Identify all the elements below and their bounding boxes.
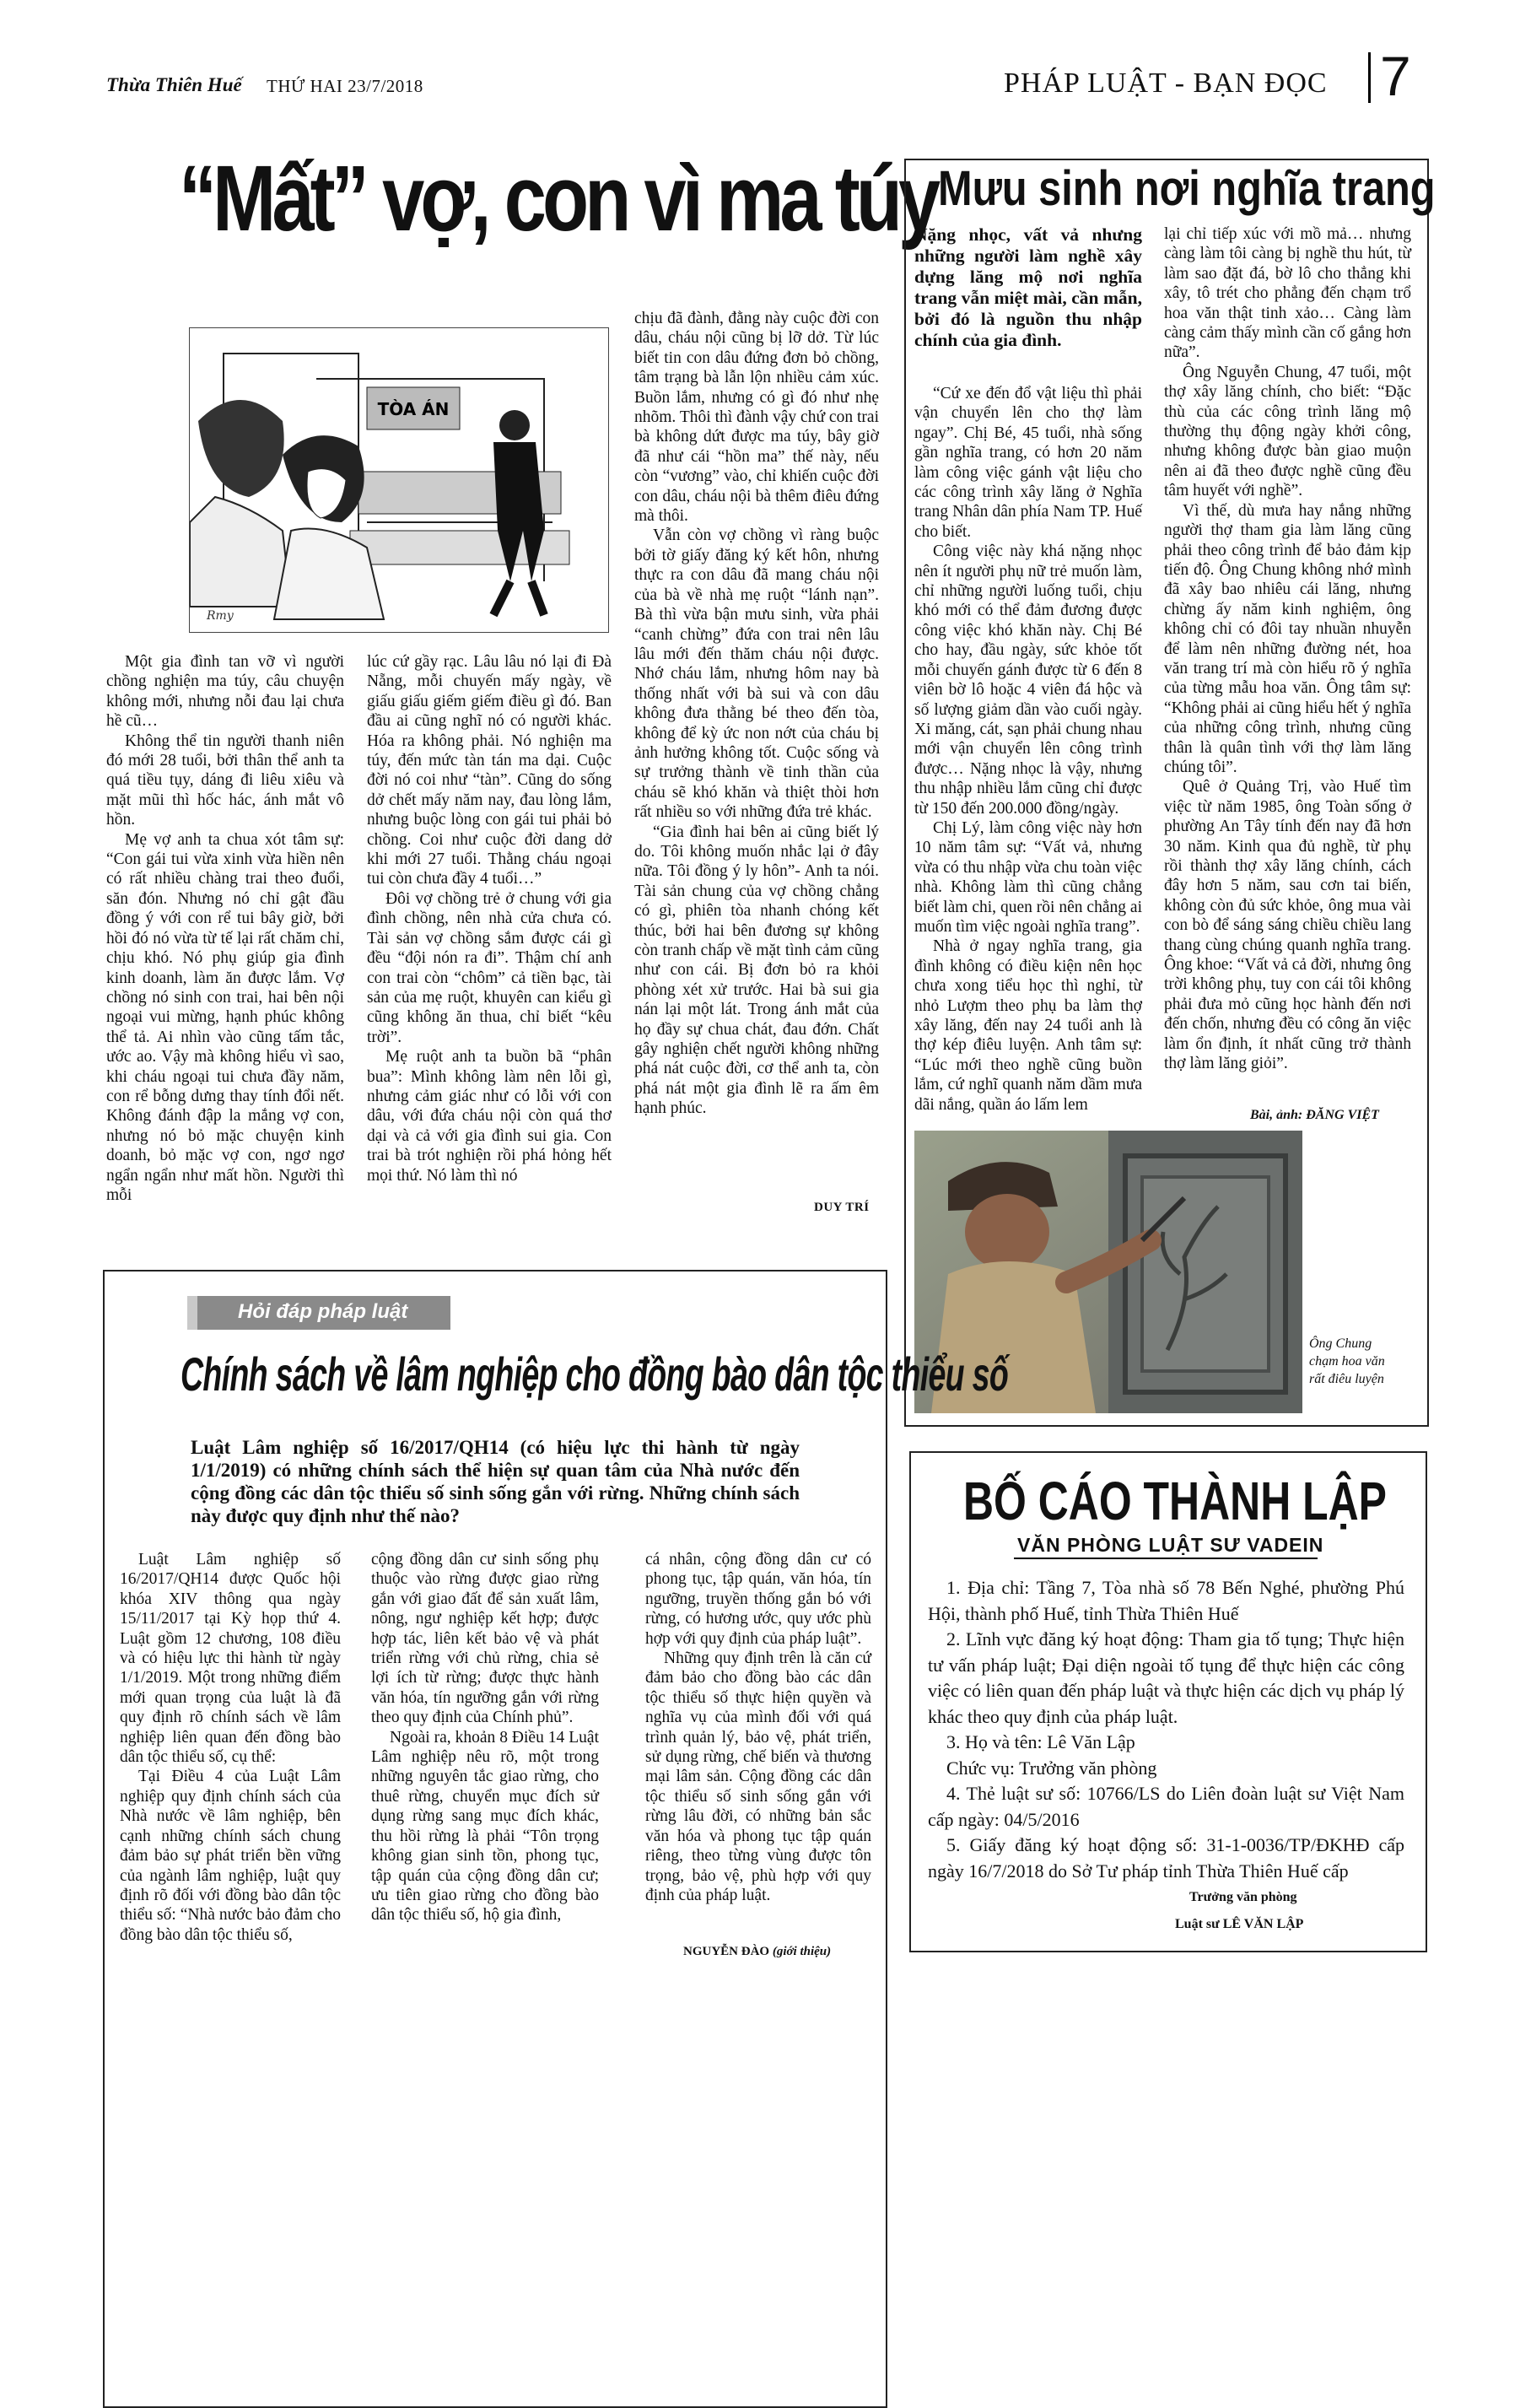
article3-column-3 (645, 1550, 871, 1905)
article3-lead: Luật Lâm nghiệp số 16/2017/QH14 (có hiệu lực thi hành từ ngày 1/1/2019) có những chính sách thể hiện sự quan tâm của Nhà nước đến cộng đồng các dân tộc thiểu số sinh sống gắn với rừng. Những chính sách này được quy định như thế nào? (191, 1437, 800, 1526)
article1-title: “Mất” vợ, con vì ma túy (179, 147, 937, 251)
article3-column-2 (371, 1550, 599, 1925)
paragraph: “Cứ xe đến đổ vật liệu thì phải vận chuyển lên cho thợ làm ngay”. Chị Bé, 45 tuổi, nhà sống gần nghĩa trang, có hơn 20 năm làm công việc gánh vật liệu cho các công trình xây lăng ở Nghĩa trang Nhân dân phía Nam TP. Huế cho biết. (914, 385, 1142, 541)
article2-lead: Nặng nhọc, vất vả nhưng những người làm nghề xây dựng lăng mộ nơi nghĩa trang vẫn miệt mài, cần mẫn, bởi đó là nguồn thu nhập chính của gia đình. (914, 224, 1142, 350)
paragraph: Một gia đình tan vỡ vì người chồng nghiện ma túy, câu chuyện không mới, nhưng nỗi đau lại chưa hề cũ… (106, 653, 344, 731)
notice-body (928, 1575, 1404, 1884)
svg-text:Rmy: Rmy (207, 609, 234, 623)
notice-subtitle-underline (1014, 1558, 1318, 1559)
notice-title: BỐ CÁO THÀNH LẬP (963, 1471, 1387, 1531)
paragraph: Mẹ vợ anh ta chua xót tâm sự: “Con gái tui vừa xinh vừa hiền nên có rất nhiều chàng trai theo đuổi, săn đón. Nhưng nó chỉ gật đầu đồng ý với con rể tui bây giờ, bởi hồi đó nó vừa từ tế lại rất chăm chỉ, chịu khó. Nó phụ giúp gia đình kinh doanh, làm ăn được lắm. Vợ chồng nó sinh con trai, hai bên nội ngoại vui mừng, hạnh phúc không thể tả. Ai nhìn vào cũng tấm tắc, ước ao. Vậy mà không hiểu vì sao, khi cháu ngoại tui chưa đầy năm, con rể bỗng dưng thay tính đổi nết. Không đánh đập la mắng vợ con, nhưng nó bỏ mặc chuyện kinh doanh, bỏ mặc vợ con, ngơ ngơ ngẩn ngẩn như mất hồn. Người thì mỗi (106, 830, 344, 1204)
notice-item: Chức vụ: Trưởng văn phòng (946, 1757, 1157, 1779)
article3-label-text: Hỏi đáp pháp luật (238, 1300, 408, 1323)
article3-byline (683, 1945, 831, 1959)
notice-item: 5. Giấy đăng ký hoạt động số: 31-1-0036/TP/ĐKHĐ cấp ngày 16/7/2018 do Sở Tư pháp tỉnh Thừa Thiên Huế cấp (928, 1834, 1404, 1882)
article2-byline: Bài, ảnh: ĐĂNG VIỆT (1250, 1108, 1379, 1122)
notice-signer-name: Luật sư LÊ VĂN LẬP (1175, 1917, 1304, 1931)
paragraph: chịu đã đành, đằng này cuộc đời con dâu, cháu nội cũng bị lỡ dở. Từ lúc biết tin con dâu đứng đơn bỏ chồng, tâm trạng bà lẫn lộn nhiều cảm xúc. Buồn lắm, nhưng có gì đó như nhẹ nhõm. Thôi thì đành vậy chứ con trai bà không dứt được ma túy, bây giờ đã như cái “hồn ma” thế này, nếu còn “vương” vào, chỉ khiến cuộc đời con dâu, cháu nội bà thêm điêu đứng mà thôi. (634, 310, 879, 526)
article1-byline: DUY TRÍ (814, 1201, 870, 1214)
article1-column-1 (106, 652, 344, 1205)
article2-column-1 (914, 384, 1142, 1115)
paragraph: cá nhân, cộng đồng dân cư có phong tục, tập quán, văn hóa, tín ngưỡng, truyền thống gắn bó với rừng, có hương ước, quy ước phù hợp với quy định của pháp luật”. (645, 1551, 871, 1648)
paragraph: Ông Nguyễn Chung, 47 tuổi, một thợ xây lăng chính, cho biết: “Đặc thù của các công trình lăng mộ thường thụ động ngày khởi công, nhưng không được bàn giao muộn nên ai đã theo được nghề cũng đều tâm huyết với nghề”. (1164, 363, 1411, 500)
paragraph: Mẹ ruột anh ta buồn bã “phân bua”: Mình không làm nên lỗi gì, nhưng cảm giác như có lỗi với con dâu, với đứa cháu nội còn quá thơ dại và cả với gia đình sui gia. Con trai bà trót nghiện rồi phá hỏng hết mọi thứ. Nó làm thì nó (367, 1048, 612, 1185)
article3-author: NGUYỄN ĐÀO (683, 1945, 770, 1958)
paragraph: Vì thế, dù mưa hay nắng những người thợ tham gia làm lăng cũng phải theo công trình để bảo đảm kịp tiến độ. Ông Chung không nhớ mình đã xây bao nhiêu cái lăng, nhưng chừng ấy năm kinh nghiệm, ông không chỉ có đôi tay nhuần nhuyễn để làm nên những đường nét, hoa văn trang trí mà còn hiểu rõ ý nghĩa của từng mẫu hoa văn. Ông tâm sự: “Không phải ai cũng hiểu hết ý nghĩa của những công trình, nhưng cũng thân là quân tình với thợ làm lăng chúng tôi”. (1164, 501, 1411, 776)
paragraph: Chị Lý, làm công việc này hơn 10 năm tâm sự: “Vất vả, nhưng vừa có thu nhập vừa chu toàn việc nhà. Không làm thì cũng chẳng biết làm chi, quen rồi nên chẳng ai muốn tìm việc ngoài nghĩa trang”. (914, 818, 1142, 936)
paragraph: Ngoài ra, khoản 8 Điều 14 Luật Lâm nghiệp nêu rõ, một trong những nguyên tắc giao rừng, cho thuê rừng, chuyển mục đích sử dụng rừng sang mục đích khác, thu hồi rừng là phải “Tôn trọng không gian sinh tồn, phong tục, tập quán của cộng đồng dân cư; ưu tiên giao rừng cho đồng bào dân tộc thiểu số, hộ gia đình, (371, 1728, 599, 1925)
article2-column-2 (1164, 224, 1411, 1073)
paragraph: Nhà ở ngay nghĩa trang, gia đình không có điều kiện nên học chưa xong tiểu học thì nghỉ, từ nhỏ Lượm theo phụ ba làm thợ xây lăng, đến nay 24 tuổi anh là thợ kép điêu luyện. Anh tâm sự: “Lúc mới theo nghề cũng buồn lắm, cứ nghĩ quanh năm dầm mưa dãi nắng, quần áo lấm lem (914, 937, 1142, 1114)
paragraph: Không thể tin người thanh niên đó mới 28 tuổi, bởi thân thể anh ta quá tiều tụy, dáng đi liêu xiêu và mặt mũi thì hốc hác, ánh mắt vô hồn. (106, 732, 344, 829)
article1-column-3 (634, 309, 879, 1119)
article2-title: Mưu sinh nơi nghĩa trang (938, 161, 1436, 216)
page-number: 7 (1380, 45, 1411, 107)
notice-item: 2. Lĩnh vực đăng ký hoạt động: Tham gia tố tụng; Thực hiện tư vấn pháp luật; Đại diện ngoài tố tụng để thực hiện các công việc có liên quan đến pháp luật và thực hiện các dịch vụ pháp lý khác theo quy định của pháp luật. (928, 1628, 1404, 1727)
section-name: PHÁP LUẬT - BẠN ĐỌC (1004, 67, 1328, 99)
article3-author-note: (giới thiệu) (772, 1945, 832, 1958)
paragraph: “Gia đình hai bên ai cũng biết lý do. Tôi không muốn nhắc lại ở đây nữa. Tôi đồng ý ly hôn”- Anh ta nói. Tài sản chung của vợ chồng chẳng có gì, phiên tòa nhanh chóng kết thúc, bởi hai bên đương sự không còn tranh chấp về mặt tình cảm cũng như con cái. Bị đơn bỏ ra khỏi phòng xét xử trước. Hai bà sui gia nán lại một lát. Trong ánh mắt của họ đầy sự chua chát, đau đớn. Chất gây nghiện chết người không những phá nát cuộc đời, cơ thể anh ta, còn phá nát một gia đình lẽ ra ấm êm hạnh phúc. (634, 823, 879, 1118)
paragraph: Công việc này khá nặng nhọc nên ít người phụ nữ trẻ muốn làm, chỉ những người luống tuổi, chịu khó mới có thể đảm đương được công việc khó khăn này. Chị Bé cho hay, đầu ngày, sức khỏe tốt mỗi chuyến gánh được từ 6 đến 8 viên bờ lô hoặc 4 viên đá hộc và số lượng giảm dần vào cuối ngày. Xi măng, cát, sạn phải chung nhau mới vận chuyển lên công trình được… Nặng nhọc là vậy, nhưng thu nhập nhiều lắm cũng chỉ được từ 150 đến 200.000 đồng/ngày. (914, 543, 1142, 818)
notice-item: 1. Địa chỉ: Tầng 7, Tòa nhà số 78 Bến Nghé, phường Phú Hội, thành phố Huế, tỉnh Thừa Thiên Huế (928, 1577, 1404, 1624)
paragraph: lúc cứ gầy rạc. Lâu lâu nó lại đi Đà Nẵng, mỗi chuyến mấy ngày, về giấu giấu giếm giếm điều gì đó. Ban đầu ai cũng nghĩ nó có người khác. Hóa ra không phải. Nó nghiện ma túy, đến mức tàn tán ma dại. Cuộc đời nó coi như “tàn”. Cũng do sống dở chết mấy năm nay, đau lòng lắm, nhưng buộc lòng con gái tui phải bỏ chồng. Coi như cuộc đời dang dở khi mới 27 tuổi. Thằng cháu ngoại tui còn chưa đầy 4 tuổi…” (367, 653, 612, 888)
article1-column-2 (367, 652, 612, 1185)
notice-item: 4. Thẻ luật sư số: 10766/LS do Liên đoàn luật sư Việt Nam cấp ngày: 04/5/2016 (928, 1783, 1404, 1830)
paragraph: Đôi vợ chồng trẻ ở chung với gia đình chồng, nên nhà cửa chưa có. Tài sản vợ chồng sắm được cái gì đều “đội nón ra đi”. Thậm chí anh con trai còn “chôm” cả tiền bạc, tài sản của mẹ ruột, khuyên can kiểu gì cũng không ăn thua, chỉ biết “kêu trời”. (367, 889, 612, 1046)
article2-photo-caption: Ông Chung chạm hoa văn rất điêu luyện (1309, 1336, 1385, 1386)
article1-illustration (189, 327, 609, 633)
article3-column-1 (120, 1550, 341, 1945)
court-sign-text: TÒA ÁN (377, 399, 450, 419)
paragraph: lại chỉ tiếp xúc với mồ mả… nhưng càng làm tôi càng bị nghề thu hút, từ làm sao đặt đá, bờ lô cho thẳng khi xây, tô trét cho phẳng đến chạm trổ hoa văn thật tinh xảo… Càng làm càng cảm thấy mình cần cố gắng hơn nữa”. (1164, 225, 1411, 362)
paragraph: cộng đồng dân cư sinh sống phụ thuộc vào rừng được giao rừng gắn với giao đất để sản xuất lâm, nông, ngư nghiệp kết hợp; được hợp tác, liên kết bảo vệ và phát triển rừng với chủ rừng, chia sẻ lợi ích từ rừng; được thực hành văn hóa, tín ngưỡng gắn với rừng theo quy định của Chính phủ”. (371, 1551, 599, 1727)
issue-date: THỨ HAI 23/7/2018 (267, 76, 423, 96)
paragraph: Những quy định trên là căn cứ đảm bảo cho đồng bào các dân tộc thiểu số thực hiện quyền và nghĩa vụ của mình đối với quá trình quản lý, bảo vệ, phát triển, sử dụng rừng, chế biến và thương mại lâm sản. Cộng đồng các dân tộc thiểu số sinh sống gắn với rừng lâu đời, có những bản sắc văn hóa và phong tục tập quán riêng, theo từng vùng được tôn trọng, bảo vệ, phù hợp với quy định của pháp luật. (645, 1649, 871, 1904)
notice-signer-role: Trưởng văn phòng (1189, 1890, 1297, 1904)
notice-subtitle: VĂN PHÒNG LUẬT SƯ VADEIN (1017, 1534, 1324, 1556)
paragraph: Quê ở Quảng Trị, vào Huế tìm việc từ năm 1985, ông Toàn sống ở phường An Tây tính đến nay đã hơn 30 năm. Kinh qua đủ nghề, từ phụ rồi thành thợ xây lăng chính, cách đây hơn 5 năm, sau cơn tai biến, không còn đủ sức khỏe, ông mua vài con bò để sáng sáng chiều chiều lang thang cùng chúng quanh nghĩa trang. Ông khoe: “Vất vả cả đời, nhưng ông trời không phụ, tuy con cái tôi không phải đưa mỏ cũng học hành đến nơi đến chốn, nhưng đều có công ăn việc làm ổn định, ít nhất cũng trở thành thợ làm lăng giỏi”. (1164, 778, 1411, 1073)
paragraph: Vẫn còn vợ chồng vì ràng buộc bởi tờ giấy đăng ký kết hôn, nhưng thực ra con dâu đã mang cháu nội của bà về nhà mẹ ruột “lánh nạn”. Bà thì vừa bận mưu sinh, vừa phải “canh chừng” đứa con trai nên lâu lâu mới đến thăm cháu nội được. Nhớ cháu lắm, nhưng hôm nay bà thống nhất với bà sui và con dâu không đưa thằng bé theo đến tòa, không để kỳ ức non nớt của cháu bị ảnh hưởng không tốt. Cuộc sống và sự trưởng thành về tinh thần của cháu sẽ khó khăn và thiệt thòi hơn rất nhiều so với những đứa trẻ khác. (634, 526, 879, 822)
header-divider (1368, 52, 1371, 103)
masthead-paper-name: Thừa Thiên Huế (106, 74, 242, 95)
paragraph: Luật Lâm nghiệp số 16/2017/QH14 được Quốc hội khóa XIV thông qua ngày 15/11/2017 tại Kỳ họp thứ 4. Luật gồm 12 chương, 108 điều và có hiệu lực thi hành từ ngày 1/1/2019. Một trong những điểm mới quan trọng của luật là đã quy định rõ chính sách về lâm nghiệp liên quan đến đồng bào dân tộc thiểu số, cụ thể: (120, 1551, 341, 1767)
paragraph: Tại Điều 4 của Luật Lâm nghiệp quy định chính sách của Nhà nước về lâm nghiệp, bên cạnh những chính sách chung đảm bảo sự phát triển bền vững của ngành lâm nghiệp, luật quy định rõ đối với đồng bào dân tộc thiểu số: “Nhà nước bảo đảm cho đồng bào dân tộc thiểu số, (120, 1768, 341, 1944)
article3-title: Chính sách về lâm nghiệp cho đồng bào dân tộc thiểu số (181, 1347, 1009, 1401)
courtroom-drawing (190, 328, 608, 632)
notice-item: 3. Họ và tên: Lê Văn Lập (946, 1731, 1135, 1752)
